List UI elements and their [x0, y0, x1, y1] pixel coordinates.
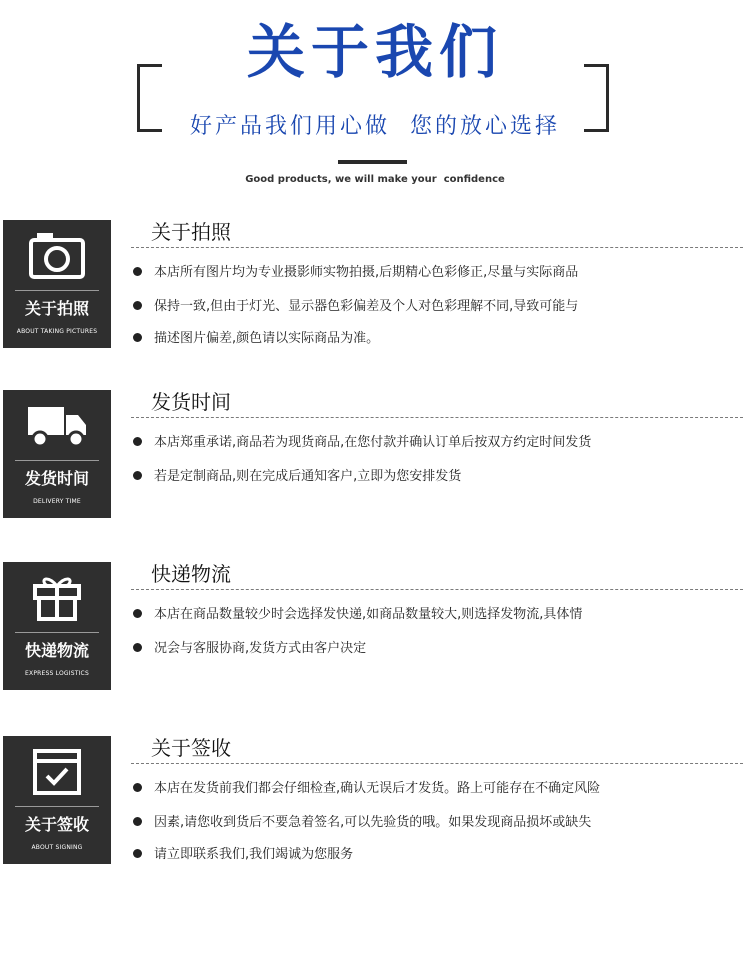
badge-label: 关于拍照 [24, 299, 89, 318]
bullet-icon [133, 817, 142, 826]
section-delivery-time [0, 390, 750, 520]
badge-separator [15, 806, 99, 807]
section-badge [3, 562, 111, 690]
section-title: 关于签收 [151, 736, 231, 760]
section-about-signing [0, 736, 750, 866]
section-title: 快递物流 [151, 562, 231, 586]
list-item: 因素,请您收到货后不要急着签名,可以先验货的哦。如果发现商品损坏或缺失 [133, 813, 750, 833]
slogan: 好产品我们用心做 您的放心选择 [190, 114, 560, 139]
badge-english-label: ABOUT SIGNING [31, 844, 83, 851]
title-divider [338, 160, 407, 164]
dashed-rule [131, 589, 743, 590]
badge-label: 发货时间 [24, 469, 89, 488]
bullet-icon [133, 643, 142, 652]
checkbox-icon [3, 746, 111, 798]
bullet-icon [133, 609, 142, 618]
truck-icon [3, 400, 111, 452]
bullet-icon [133, 333, 142, 342]
dashed-rule [131, 417, 743, 418]
list-item: 请立即联系我们,我们竭诚为您服务 [133, 845, 750, 865]
list-item: 若是定制商品,则在完成后通知客户,立即为您安排发货 [133, 467, 750, 487]
badge-english-label: DELIVERY TIME [33, 498, 81, 505]
badge-english-label: ABOUT TAKING PICTURES [16, 328, 98, 335]
list-item: 本店所有图片均为专业摄影师实物拍摄,后期精心色彩修正,尽量与实际商品 [133, 263, 750, 283]
section-title: 关于拍照 [151, 220, 231, 244]
list-item: 本店在发货前我们都会仔细检查,确认无误后才发货。路上可能存在不确定风险 [133, 779, 750, 799]
bullet-icon [133, 437, 142, 446]
section-taking-pictures [0, 220, 750, 350]
badge-separator [15, 460, 99, 461]
bullet-icon [133, 267, 142, 276]
section-badge [3, 736, 111, 864]
section-express-logistics [0, 562, 750, 692]
list-item: 本店郑重承诺,商品若为现货商品,在您付款并确认订单后按双方约定时间发货 [133, 433, 750, 453]
page-title: 关于我们 [246, 18, 503, 86]
list-item: 况会与客服协商,发货方式由客户决定 [133, 639, 750, 659]
english-subtitle: Good products, we will make your confidence [245, 174, 505, 185]
gift-icon [3, 572, 111, 624]
dashed-rule [131, 247, 743, 248]
bullet-icon [133, 783, 142, 792]
camera-icon [3, 230, 111, 282]
badge-english-label: EXPRESS LOGISTICS [25, 670, 89, 677]
bullet-icon [133, 471, 142, 480]
badge-label: 快递物流 [24, 641, 89, 660]
badge-separator [15, 290, 99, 291]
list-item: 保持一致,但由于灯光、显示器色彩偏差及个人对色彩理解不同,导致可能与 [133, 297, 750, 317]
section-badge [3, 390, 111, 518]
bullet-icon [133, 849, 142, 858]
dashed-rule [131, 763, 743, 764]
section-title: 发货时间 [151, 390, 231, 414]
badge-label: 关于签收 [24, 815, 89, 834]
section-badge [3, 220, 111, 348]
badge-separator [15, 632, 99, 633]
list-item: 描述图片偏差,颜色请以实际商品为准。 [133, 329, 750, 349]
bullet-icon [133, 301, 142, 310]
list-item: 本店在商品数量较少时会选择发快递,如商品数量较大,则选择发物流,具体情 [133, 605, 750, 625]
